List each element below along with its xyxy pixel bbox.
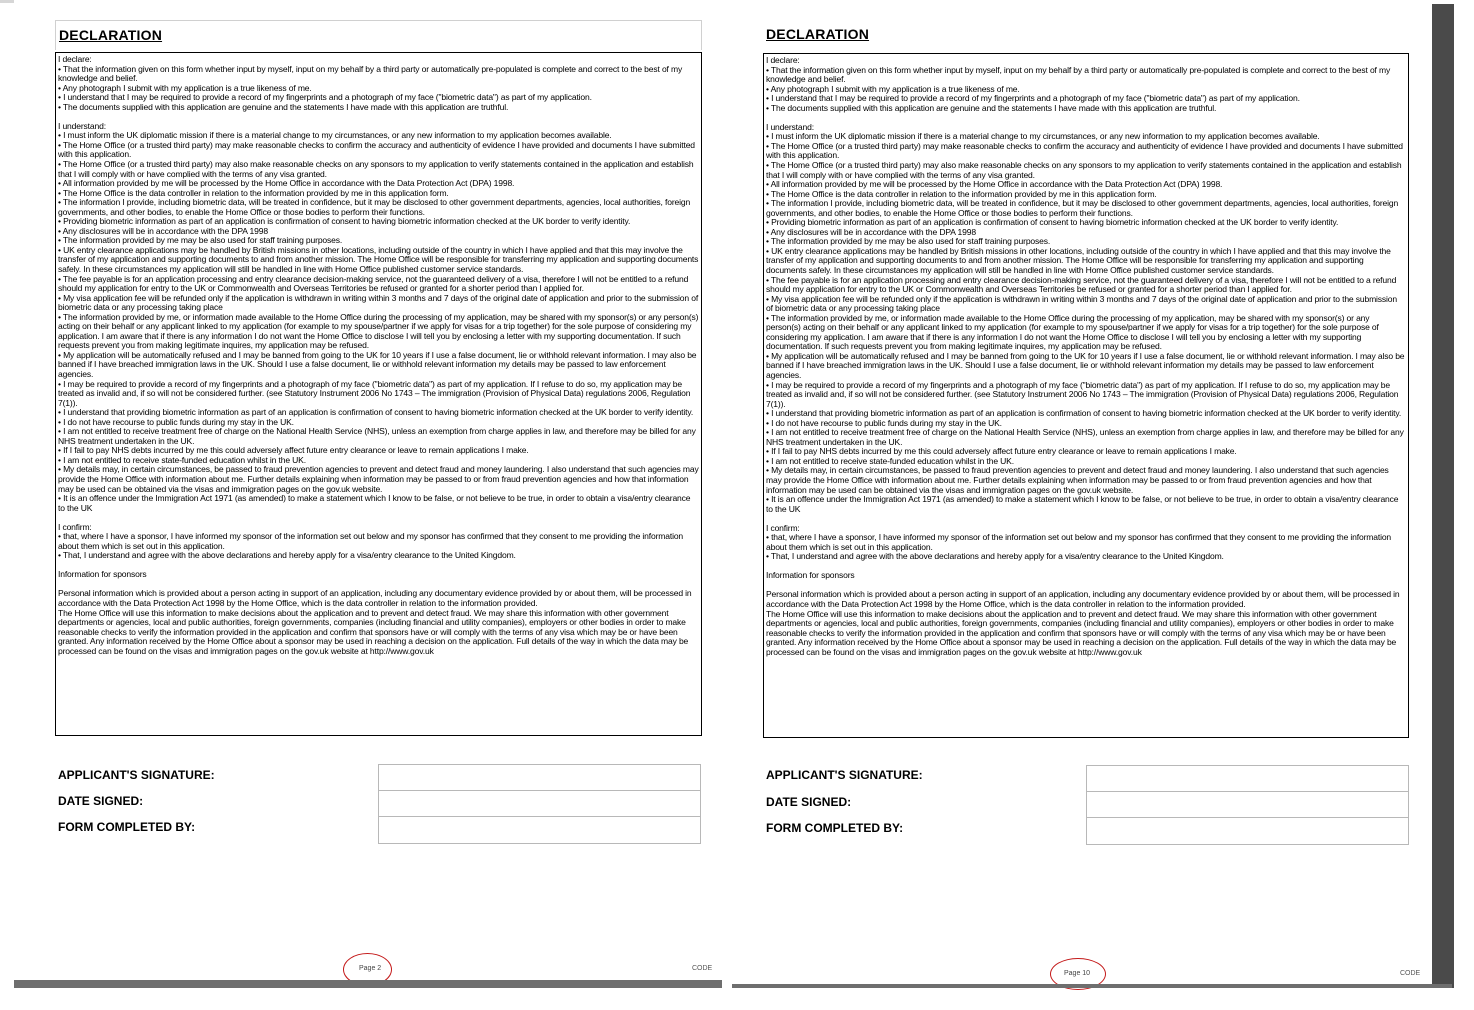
- declaration-bullet: • My visa application fee will be refunded only if the application is withdrawn in writing within 3 months and 7 days of the original date of application and prior to the submission of biometric data or any processing taking place: [766, 293, 1397, 314]
- section-heading: Information for sponsors: [58, 569, 147, 580]
- declaration-bullet: • The documents supplied with this application are genuine and the statements I have made with this application are truthful.: [58, 101, 509, 112]
- declaration-bullet: • My application will be automatically refused and I may be banned from going to the UK for 10 years if I use a false document, lie or withhold relevant information. I may also be banned if I have breached immigration laws in the UK. Should I use a false document, lie or withhold relevant information my details may be passed to law enforcement agencies.: [58, 349, 697, 379]
- declaration-bullet: • My details may, in certain circumstances, be passed to fraud prevention agencies to prevent and detect fraud and money laundering. I also understand that such agencies may provide the Home Office with information about me. Further details explaining when information may be passed to or from fraud prevention agencies and how that information may be used can be obtained via the visas and immigration pages on the gov.uk website.: [58, 464, 699, 494]
- applicant-signature-field[interactable]: [1086, 765, 1409, 792]
- declaration-bullet: • It is an offence under the Immigration Act 1971 (as amended) to make a statement which I know to be false, or not believe to be true, in order to obtain a visa/entry clearance to the UK: [58, 493, 691, 513]
- date-signed-field[interactable]: [1086, 791, 1409, 818]
- page-shadow-bottom: [732, 984, 1452, 988]
- declaration-bullet: • Any photograph I submit with my application is a true likeness of me.: [58, 82, 312, 93]
- section-heading: I understand:: [58, 120, 106, 131]
- declaration-bullet: • Providing biometric information as part of an application is confirmation of consent to having biometric information checked at the UK border to verify identity.: [766, 217, 1339, 228]
- declaration-bullet: • Any photograph I submit with my application is a true likeness of me.: [766, 83, 1020, 94]
- declaration-bullet: • If I fail to pay NHS debts incurred by me this could adversely affect future entry clearance or leave to remain applications I make.: [58, 445, 529, 456]
- paragraph-spacer: [766, 562, 1406, 572]
- page-shadow-right: [1432, 4, 1454, 988]
- declaration-bullet: • The fee payable is for an application processing and entry clearance decision-making service, not the guaranteed delivery of a visa, therefore I will not be entitled to a refund should my application for entry to the UK or Commonwealth and Overseas Territories be refused or granted for a shorter period than I applied for.: [766, 274, 1397, 295]
- declaration-bullet: • My visa application fee will be refunded only if the application is withdrawn in writing within 3 months and 7 days of the original date of application and prior to the submission of biometric data or any processing taking place: [58, 292, 699, 313]
- declaration-bullet: • I understand that providing biometric information as part of an application is confirmation of consent to having biometric information checked at the UK border to verify identity.: [58, 407, 694, 418]
- declaration-bullet: • The fee payable is for an application processing and entry clearance decision-making service, not the guaranteed delivery of a visa, therefore I will not be entitled to a refund should my application for entry to the UK or Commonwealth and Overseas Territories be refused or granted for a shorter period than I applied for.: [58, 273, 689, 294]
- form-completed-by-field[interactable]: [1086, 817, 1409, 845]
- declaration-bullet: • I am not entitled to receive state-funded education whilst in the UK.: [766, 455, 1014, 466]
- page-title: DECLARATION: [59, 27, 163, 43]
- code-label: CODE: [692, 965, 713, 972]
- sponsor-paragraph: Personal information which is provided about a person acting in support of an application, including any documentary evidence provided by or about them, will be processed in accordance with the Data Protection Act 1998 by the Home Office, which is the data controller in relation to the information provided.: [766, 589, 1400, 609]
- page-gap: [722, 0, 732, 1010]
- declaration-header: [763, 20, 1409, 50]
- declaration-bullet: • That the information given on this form whether input by myself, input on my behalf by a third party or automatically pre-populated is complete and correct to the best of my knowledge and belief.: [58, 63, 683, 84]
- section-heading: I confirm:: [58, 521, 92, 532]
- declaration-bullet: • The information provided by me, or information made available to the Home Office during the processing of my application, may be shared with my sponsor(s) or any person(s) acting on their behalf or any applicant linked to my application (for example to my spouse/partner if we apply for visas for a trip together) for the sole purpose of considering my application. I am aware that if there is any information I do not want the Home Office to disclose I will tell you by enclosing a letter with my supporting documentation. If such requests prevent you from making legitimate inquires, my application may be refused.: [766, 312, 1379, 352]
- form-completed-by-label: FORM COMPLETED BY:: [58, 820, 196, 834]
- date-signed-field[interactable]: [378, 790, 701, 817]
- declaration-bullet: • I do not have recourse to public funds during my stay in the UK.: [58, 416, 294, 427]
- date-signed-label: DATE SIGNED:: [58, 794, 144, 808]
- page-shadow-bottom: [14, 980, 722, 988]
- applicant-signature-field[interactable]: [378, 764, 701, 791]
- declaration-bullet: • I must inform the UK diplomatic mission if there is a material change to my circumstances, or any new information to my application becomes available.: [58, 130, 612, 141]
- section-heading: I declare:: [766, 55, 800, 65]
- section-heading: I declare:: [58, 54, 92, 64]
- declaration-bullet: • The information I provide, including biometric data, will be treated in confidence, but it may be disclosed to other government departments, agencies, local authorities, foreign governments, and other bodies, to enable the Home Office or those bodies to perform their functions.: [766, 198, 1399, 218]
- declaration-bullet: • I understand that providing biometric information as part of an application is confirmation of consent to having biometric information checked at the UK border to verify identity.: [766, 408, 1402, 419]
- applicant-signature-label: APPLICANT'S SIGNATURE:: [766, 768, 923, 782]
- declaration-bullet: • That the information given on this form whether input by myself, input on my behalf by a third party or automatically pre-populated is complete and correct to the best of my knowledge and belief.: [766, 64, 1391, 85]
- declaration-header: [55, 20, 702, 50]
- sponsor-paragraph: The Home Office will use this information to make decisions about the application and to prevent and detect fraud. We may share this information with other government departments or agencies, local and public authorities, foreign governments, companies (including financial and utility companies), employers or other bodies in order to make reasonable checks to verify the information provided in the application and confirm that sponsors have or will comply with the terms of any visa which may be or have been granted. Any information received by the Home Office about a sponsor may be used in reaching a decision on the application. Full details of the way in which the data may be processed can be found on the visas and immigration pages on the gov.uk website at http://www.gov.uk: [58, 607, 689, 656]
- declaration-bullet: • I am not entitled to receive state-funded education whilst in the UK.: [58, 454, 306, 465]
- declaration-text-box: [763, 53, 1409, 738]
- page-number: Page 2: [359, 965, 382, 972]
- declaration-bullet: • The information provided by me, or information made available to the Home Office during the processing of my application, may be shared with my sponsor(s) or any person(s) acting on their behalf or any applicant linked to my application (for example to my spouse/partner if we apply for visas for a trip together) for the sole purpose of considering my application. I am aware that if there is any information I do not want the Home Office to disclose I will tell you by enclosing a letter with my supporting documentation. If such requests prevent you from making legitimate inquires, my application may be refused.: [58, 311, 699, 351]
- page-number: Page 10: [1064, 970, 1091, 977]
- declaration-bullet: • I may be required to provide a record of my fingerprints and a photograph of my face ("biometric data") as part of my application. If I refuse to do so, my application may be treated as invalid and, if so will not be considered further. (see Statutory Instrument 2006 No 1743 – The immigration (Provision of Physical Data) regulations 2006, Regulation 7(1)).: [766, 379, 1399, 409]
- paragraph-spacer: [766, 514, 1406, 524]
- section-heading: I understand:: [766, 121, 814, 132]
- declaration-bullet: • Providing biometric information as part of an application is confirmation of consent to having biometric information checked at the UK border to verify identity.: [58, 216, 631, 227]
- paragraph-spacer: [58, 112, 699, 122]
- code-label: CODE: [1400, 970, 1421, 977]
- paragraph-spacer: [58, 513, 699, 523]
- paragraph-spacer: [58, 561, 699, 571]
- declaration-bullet: • The Home Office is the data controller in relation to the information provided by me in this application form.: [766, 188, 1157, 199]
- section-heading: I confirm:: [766, 522, 800, 533]
- sponsor-paragraph: The Home Office will use this information to make decisions about the application and to prevent and detect fraud. We may share this information with other government departments or agencies, local and public authorities, foreign governments, companies (including financial and utility companies), employers or other bodies in order to make reasonable checks to verify the information provided in the application and confirm that sponsors have or will comply with the terms of any visa which may be or have been granted. Any information received by the Home Office about a sponsor may be used in reaching a decision on the application. Full details of the way in which the data may be processed can be found on the visas and immigration pages on the gov.uk website at http://www.gov.uk: [766, 608, 1397, 657]
- declaration-bullet: • The Home Office (or a trusted third party) may also make reasonable checks on any sponsors to my application to verify statements contained in the application and establish that I will comply with or have complied with the terms of any visa granted.: [58, 158, 694, 179]
- document-page-10: [732, 0, 1432, 986]
- declaration-bullet: • The Home Office (or a trusted third party) may also make reasonable checks on any sponsors to my application to verify statements contained in the application and establish that I will comply with or have complied with the terms of any visa granted.: [766, 159, 1402, 180]
- declaration-bullet: • My application will be automatically refused and I may be banned from going to the UK for 10 years if I use a false document, lie or withhold relevant information. I may also be banned if I have breached immigration laws in the UK. Should I use a false document, lie or withhold relevant information my details may be passed to law enforcement agencies.: [766, 350, 1405, 380]
- declaration-bullet: • that, where I have a sponsor, I have informed my sponsor of the information set out below and my sponsor has confirmed that they consent to me providing the information about them which is set out in this application.: [58, 531, 684, 551]
- document-page-2: [14, 0, 722, 984]
- form-completed-by-field[interactable]: [378, 816, 701, 844]
- declaration-bullet: • I understand that I may be required to provide a record of my fingerprints and a photograph of my face ("biometric data") as part of my application.: [766, 93, 1300, 104]
- date-signed-label: DATE SIGNED:: [766, 795, 852, 809]
- declaration-text-box: [55, 52, 702, 736]
- declaration-bullet: • My details may, in certain circumstances, be passed to fraud prevention agencies to prevent and detect fraud and money laundering. I also understand that such agencies may provide the Home Office with information about me. Further details explaining when information may be passed to or from fraud prevention agencies and how that information may be used can be obtained via the visas and immigration pages on the gov.uk website.: [766, 465, 1389, 495]
- declaration-bullet: • That, I understand and agree with the above declarations and hereby apply for a visa/entry clearance to the United Kingdom.: [766, 551, 1224, 562]
- declaration-bullet: • If I fail to pay NHS debts incurred by me this could adversely affect future entry clearance or leave to remain applications I make.: [766, 446, 1237, 457]
- declaration-bullet: • that, where I have a sponsor, I have informed my sponsor of the information set out below and my sponsor has confirmed that they consent to me providing the information about them which is set out in this application.: [766, 532, 1392, 552]
- section-heading: Information for sponsors: [766, 570, 855, 581]
- declaration-bullet: • All information provided by me will be processed by the Home Office in accordance with the Data Protection Act (DPA) 1998.: [58, 178, 515, 189]
- declaration-bullet: • I understand that I may be required to provide a record of my fingerprints and a photograph of my face ("biometric data") as part of my application.: [58, 92, 592, 103]
- declaration-bullet: • The information provided by me may be also used for staff training purposes.: [766, 236, 1051, 247]
- declaration-bullet: • The Home Office (or a trusted third party) may make reasonable checks to confirm the accuracy and authenticity of evidence I have provided and documents I have submitted with this application.: [58, 139, 695, 160]
- declaration-bullet: • The information I provide, including biometric data, will be treated in confidence, but it may be disclosed to other government departments, agencies, local authorities, foreign governments, and other bodies, to enable the Home Office or those bodies to perform their functions.: [58, 197, 691, 217]
- declaration-bullet: • Any disclosures will be in accordance with the DPA 1998: [58, 225, 268, 236]
- declaration-bullet: • I must inform the UK diplomatic mission if there is a material change to my circumstances, or any new information to my application becomes available.: [766, 131, 1320, 142]
- declaration-bullet: • I am not entitled to receive treatment free of charge on the National Health Service (NHS), unless an exemption from charge applies in law, and therefore may be billed for any NHS treatment undertaken in the UK.: [766, 427, 1404, 447]
- declaration-bullet: • All information provided by me will be processed by the Home Office in accordance with the Data Protection Act (DPA) 1998.: [766, 179, 1223, 190]
- declaration-bullet: • The information provided by me may be also used for staff training purposes.: [58, 235, 343, 246]
- declaration-bullet: • UK entry clearance applications may be handled by British missions in other locations, including outside of the country in which I have applied and that this may involve the transfer of my application and supporting documents to and from another mission. The Home Office will be responsible for transferring my application and supporting documents safely. In these circumstances my application will still be handled in line with Home Office published customer service standards.: [766, 245, 1391, 275]
- declaration-bullet: • I do not have recourse to public funds during my stay in the UK.: [766, 417, 1002, 428]
- declaration-bullet: • The Home Office (or a trusted third party) may make reasonable checks to confirm the accuracy and authenticity of evidence I have provided and documents I have submitted with this application.: [766, 140, 1403, 161]
- applicant-signature-label: APPLICANT'S SIGNATURE:: [58, 768, 215, 782]
- declaration-bullet: • It is an offence under the Immigration Act 1971 (as amended) to make a statement which I know to be false, or not believe to be true, in order to obtain a visa/entry clearance to the UK: [766, 494, 1399, 514]
- declaration-bullet: • UK entry clearance applications may be handled by British missions in other locations, including outside of the country in which I have applied and that this may involve the transfer of my application and supporting documents to and from another mission. The Home Office will be responsible for transferring my application and supporting documents safely. In these circumstances my application will still be handled in line with Home Office published customer service standards.: [58, 244, 699, 274]
- declaration-bullet: • The documents supplied with this application are genuine and the statements I have made with this application are truthful.: [766, 102, 1217, 113]
- paragraph-spacer: [766, 113, 1406, 123]
- declaration-bullet: • Any disclosures will be in accordance with the DPA 1998: [766, 226, 976, 237]
- form-completed-by-label: FORM COMPLETED BY:: [766, 821, 904, 835]
- declaration-bullet: • The Home Office is the data controller in relation to the information provided by me in this application form.: [58, 187, 449, 198]
- sponsor-paragraph: Personal information which is provided about a person acting in support of an application, including any documentary evidence provided by or about them, will be processed in accordance with the Data Protection Act 1998 by the Home Office, which is the data controller in relation to the information provided.: [58, 588, 692, 608]
- declaration-bullet: • I am not entitled to receive treatment free of charge on the National Health Service (NHS), unless an exemption from charge applies in law, and therefore may be billed for any NHS treatment undertaken in the UK.: [58, 426, 696, 446]
- declaration-bullet: • That, I understand and agree with the above declarations and hereby apply for a visa/entry clearance to the United Kingdom.: [58, 550, 516, 561]
- declaration-bullet: • I may be required to provide a record of my fingerprints and a photograph of my face ("biometric data") as part of my application. If I refuse to do so, my application may be treated as invalid and, if so will not be considered further. (see Statutory Instrument 2006 No 1743 – The immigration (Provision of Physical Data) regulations 2006, Regulation 7(1)).: [58, 378, 691, 408]
- page-title: DECLARATION: [766, 26, 870, 42]
